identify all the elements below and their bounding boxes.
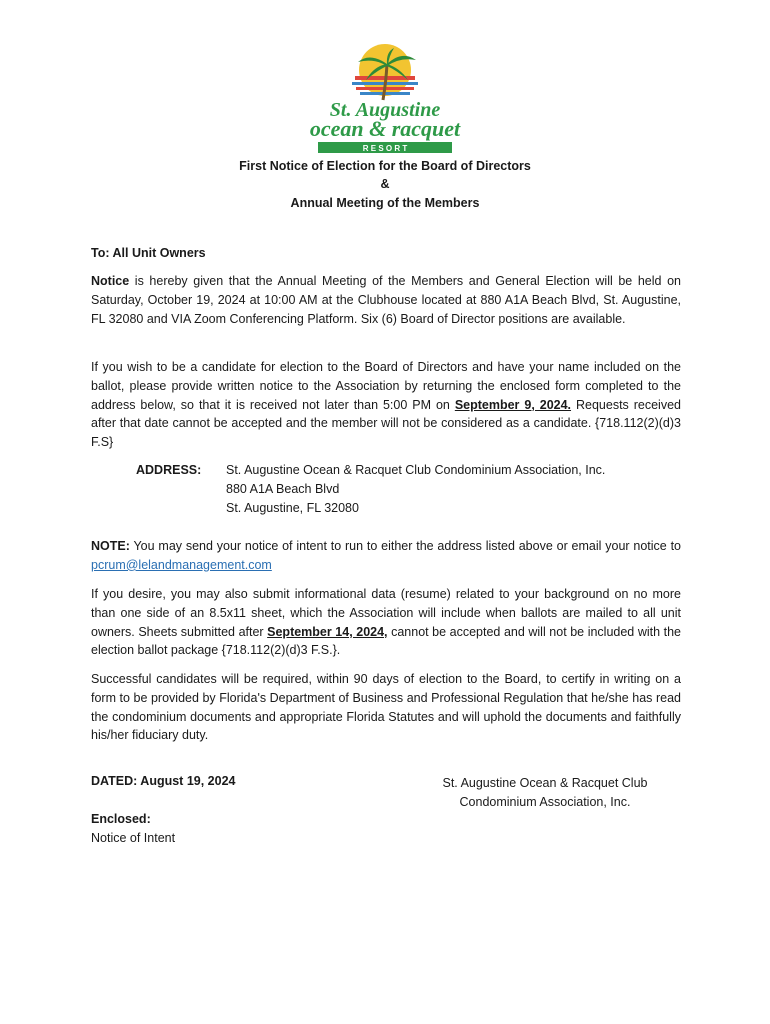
candidate-text-b: Requests received after that date cannot be accepted and the member will not be considered as a candidate. {718.112(2)(d)3 F.S}: [91, 397, 681, 450]
address-line1: St. Augustine Ocean & Racquet Club Condominium Association, Inc.: [226, 463, 606, 477]
notice-title: First Notice of Election for the Board of Directors: [239, 159, 531, 173]
candidate-paragraph: [91, 358, 681, 452]
note-paragraph: [91, 537, 681, 575]
note-lead: NOTE:: [91, 539, 130, 553]
address-block: [226, 461, 605, 518]
address-line3: St. Augustine, FL 32080: [226, 501, 359, 515]
certification-paragraph: Successful candidates will be required, within 90 days of election to the Board, to certify in writing on a form to be provided by Florida's Department of Business and Professional Regulation that he/she has read the condominium documents and appropriate Florida Statutes and will uphold the documents and faithfully his/her fiduciary duty.: [91, 672, 681, 743]
candidate-text-a: If you wish to be a candidate for election to the Board of Directors and have your name included on the ballot, please provide written notice to the Association by returning the enclosed form completed to the address below, so that it is received not later than 5:00 PM on: [91, 360, 681, 412]
resume-deadline: September 14, 2024,: [267, 624, 388, 639]
resume-text-a: If you desire, you may also submit informational data (resume) related to your background on no more than one side of an 8.5x11 sheet, which the Association will include when ballots are mailed to all unit owners. Sheets submitted after: [91, 587, 681, 639]
signature-line1: St. Augustine Ocean & Racquet Club: [442, 776, 648, 790]
notice-subtitle: Annual Meeting of the Members: [290, 196, 480, 210]
signature-block: [420, 774, 670, 812]
candidate-deadline: September 9, 2024.: [454, 397, 572, 412]
logo-line2: ocean & racquet: [309, 116, 461, 141]
dated-line: DATED: August 19, 2024: [91, 774, 236, 788]
resume-text-b: cannot be accepted and will not be included with the election ballot package {718.112(2)(d)3 F.S.}.: [91, 624, 681, 658]
logo-line1: St. Augustine: [329, 99, 441, 121]
notice-paragraph: [91, 272, 681, 328]
enclosed-label: Enclosed:: [91, 812, 151, 826]
enclosed-item: Notice of Intent: [91, 831, 176, 845]
resume-paragraph: [91, 585, 681, 660]
signature-line2: Condominium Association, Inc.: [459, 795, 631, 809]
addressee-line: To: All Unit Owners: [91, 246, 206, 260]
resort-logo: [290, 42, 480, 160]
logo-line3: R E S O R T: [362, 144, 408, 153]
address-label: ADDRESS:: [136, 463, 202, 477]
email-link[interactable]: pcrum@lelandmanagement.com: [91, 557, 272, 572]
notice-lead: Notice: [91, 274, 130, 288]
title-ampersand: &: [380, 177, 390, 191]
address-line2: 880 A1A Beach Blvd: [226, 482, 340, 496]
notice-text: is hereby given that the Annual Meeting of the Members and General Election will be held on Saturday, October 19, 2024 at 10:00 AM at the Clubhouse located at 880 A1A Beach Blvd, St. Augustine, FL 32080 and VIA Zoom Conferencing Platform. Six (6) Board of Director positions are available.: [91, 274, 681, 326]
note-text: You may send your notice of intent to run to either the address listed above or email your notice to: [129, 539, 681, 553]
